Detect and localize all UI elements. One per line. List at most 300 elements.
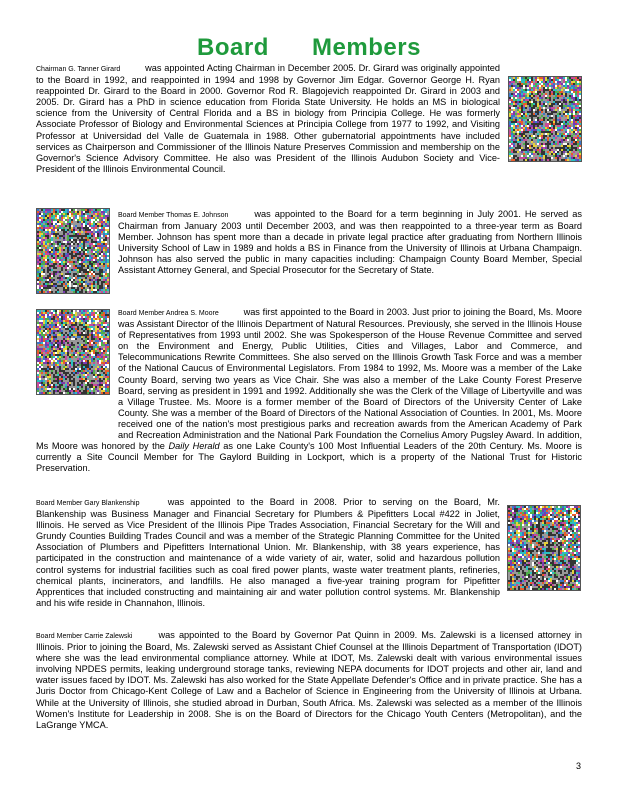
photo-pixel <box>541 119 543 121</box>
photo-pixel <box>565 103 567 105</box>
photo-pixel <box>579 93 581 95</box>
photo-pixel <box>93 237 95 239</box>
photo-pixel <box>55 265 57 267</box>
photo-pixel <box>81 263 83 265</box>
photo-pixel <box>61 223 63 225</box>
photo-pixel <box>63 239 65 241</box>
photo-pixel <box>557 115 559 117</box>
photo-pixel <box>99 239 101 241</box>
photo-pixel <box>83 257 85 259</box>
photo-pixel <box>77 227 79 229</box>
photo-pixel <box>523 91 525 93</box>
photo-pixel <box>561 149 563 151</box>
photo-pixel <box>57 273 59 275</box>
photo-pixel <box>71 231 73 233</box>
photo-pixel <box>533 89 535 91</box>
photo-pixel <box>525 113 527 115</box>
photo-pixel <box>103 243 105 245</box>
photo-pixel <box>535 123 537 125</box>
photo-pixel <box>527 85 529 87</box>
photo-pixel <box>65 221 67 223</box>
photo-pixel <box>545 113 547 115</box>
photo-pixel <box>59 289 61 291</box>
photo-pixel <box>537 117 539 119</box>
photo-pixel <box>527 131 529 133</box>
photo-pixel <box>535 93 537 95</box>
photo-pixel <box>55 269 57 271</box>
photo-pixel <box>561 115 563 117</box>
photo-pixel <box>559 105 561 107</box>
photo-pixel <box>45 261 47 263</box>
photo-pixel <box>73 253 75 255</box>
photo-pixel <box>509 151 511 153</box>
photo-pixel <box>555 105 557 107</box>
photo-pixel <box>565 83 567 85</box>
photo-pixel <box>567 107 569 109</box>
photo-pixel <box>549 137 551 139</box>
photo-pixel <box>75 265 77 267</box>
photo-pixel <box>553 111 555 113</box>
photo-pixel <box>515 145 517 147</box>
photo-pixel <box>81 227 83 229</box>
photo-pixel <box>553 81 555 83</box>
photo-pixel <box>529 91 531 93</box>
photo-pixel <box>45 251 47 253</box>
photo-pixel <box>529 93 531 95</box>
photo-pixel <box>81 291 83 293</box>
photo-pixel <box>65 223 67 225</box>
photo-pixel <box>577 109 579 111</box>
photo-pixel <box>97 231 99 233</box>
photo-pixel <box>519 111 521 113</box>
photo-pixel <box>99 257 101 259</box>
photo-pixel <box>105 233 107 235</box>
photo-pixel <box>65 289 67 291</box>
photo-pixel <box>519 145 521 147</box>
photo-pixel <box>93 215 95 217</box>
photo-pixel <box>531 135 533 137</box>
photo-pixel <box>59 253 61 255</box>
photo-pixel <box>49 267 51 269</box>
photo-pixel <box>543 77 545 79</box>
photo-pixel <box>47 241 49 243</box>
photo-pixel <box>541 129 543 131</box>
photo-pixel <box>79 231 81 233</box>
photo-pixel <box>91 227 93 229</box>
photo-pixel <box>575 149 577 151</box>
photo-pixel <box>551 119 553 121</box>
photo-pixel <box>571 149 573 151</box>
photo-pixel <box>83 243 85 245</box>
photo-pixel <box>59 213 61 215</box>
photo-pixel <box>81 211 83 213</box>
photo-pixel <box>511 127 513 129</box>
photo-pixel <box>41 257 43 259</box>
photo-pixel <box>65 241 67 243</box>
photo-pixel <box>555 139 557 141</box>
photo-pixel <box>73 217 75 219</box>
photo-pixel <box>567 85 569 87</box>
photo-pixel <box>531 107 533 109</box>
photo-pixel <box>85 289 87 291</box>
photo-pixel <box>51 289 53 291</box>
photo-pixel <box>573 141 575 143</box>
photo-pixel <box>55 243 57 245</box>
photo-pixel <box>41 265 43 267</box>
photo-pixel <box>531 157 533 159</box>
photo-pixel <box>531 147 533 149</box>
photo-pixel <box>527 109 529 111</box>
photo-pixel <box>79 273 81 275</box>
photo-pixel <box>547 79 549 81</box>
photo-pixel <box>533 133 535 135</box>
photo-pixel <box>95 267 97 269</box>
photo-pixel <box>95 229 97 231</box>
photo-pixel <box>525 97 527 99</box>
photo-pixel <box>517 79 519 81</box>
photo-pixel <box>57 283 59 285</box>
photo-pixel <box>61 287 63 289</box>
photo-pixel <box>105 261 107 263</box>
photo-pixel <box>533 109 535 111</box>
photo-pixel <box>51 251 53 253</box>
photo-pixel <box>565 95 567 97</box>
photo-pixel <box>79 215 81 217</box>
photo-pixel <box>51 257 53 259</box>
photo-pixel <box>43 281 45 283</box>
photo-pixel <box>51 277 53 279</box>
photo-pixel <box>509 137 511 139</box>
photo-pixel <box>81 287 83 289</box>
photo-pixel <box>535 85 537 87</box>
photo-pixel <box>573 85 575 87</box>
photo-pixel <box>517 149 519 151</box>
photo-pixel <box>95 219 97 221</box>
photo-pixel <box>107 215 109 217</box>
member-name: Chairman G. Tanner Girard <box>36 66 121 73</box>
photo-pixel <box>49 289 51 291</box>
photo-pixel <box>85 229 87 231</box>
photo-pixel <box>533 97 535 99</box>
photo-pixel <box>577 119 579 121</box>
photo-pixel <box>517 159 519 161</box>
photo-pixel <box>523 123 525 125</box>
photo-pixel <box>51 243 53 245</box>
photo-pixel <box>553 151 555 153</box>
photo-pixel <box>559 81 561 83</box>
photo-pixel <box>541 95 543 97</box>
photo-pixel <box>541 85 543 87</box>
photo-pixel <box>53 217 55 219</box>
photo-pixel <box>101 241 103 243</box>
photo-pixel <box>59 275 61 277</box>
photo-pixel <box>549 155 551 157</box>
photo-pixel <box>547 83 549 85</box>
photo-pixel <box>45 213 47 215</box>
photo-pixel <box>71 277 73 279</box>
photo-pixel <box>39 269 41 271</box>
photo-pixel <box>89 229 91 231</box>
photo-pixel <box>71 223 73 225</box>
photo-pixel <box>49 237 51 239</box>
photo-pixel <box>95 283 97 285</box>
photo-pixel <box>63 211 65 213</box>
photo-pixel <box>39 277 41 279</box>
photo-pixel <box>551 117 553 119</box>
photo-pixel <box>43 241 45 243</box>
photo-pixel <box>45 289 47 291</box>
photo-pixel <box>85 213 87 215</box>
photo-pixel <box>563 103 565 105</box>
photo-pixel <box>69 287 71 289</box>
photo-pixel <box>533 141 535 143</box>
photo-pixel <box>89 279 91 281</box>
photo-pixel <box>545 119 547 121</box>
photo-pixel <box>557 159 559 161</box>
photo-pixel <box>575 153 577 155</box>
photo-pixel <box>555 137 557 139</box>
photo-pixel <box>91 217 93 219</box>
photo-pixel <box>549 157 551 159</box>
photo-pixel <box>519 99 521 101</box>
photo-pixel <box>565 91 567 93</box>
photo-pixel <box>547 127 549 129</box>
photo-pixel <box>67 215 69 217</box>
photo-pixel <box>511 91 513 93</box>
photo-pixel <box>41 269 43 271</box>
photo-pixel <box>67 247 69 249</box>
photo-pixel <box>531 121 533 123</box>
photo-pixel <box>579 87 581 89</box>
photo-pixel <box>523 85 525 87</box>
photo-pixel <box>103 229 105 231</box>
photo-pixel <box>63 261 65 263</box>
photo-pixel <box>571 151 573 153</box>
photo-pixel <box>575 151 577 153</box>
photo-pixel <box>103 239 105 241</box>
photo-pixel <box>97 239 99 241</box>
photo-pixel <box>571 147 573 149</box>
photo-pixel <box>539 117 541 119</box>
photo-pixel <box>563 79 565 81</box>
photo-pixel <box>565 89 567 91</box>
photo-pixel <box>77 231 79 233</box>
photo-pixel <box>47 279 49 281</box>
photo-pixel <box>57 245 59 247</box>
photo-pixel <box>545 127 547 129</box>
photo-pixel <box>511 77 513 79</box>
photo-pixel <box>97 285 99 287</box>
photo-pixel <box>547 121 549 123</box>
photo-pixel <box>85 241 87 243</box>
photo-pixel <box>519 133 521 135</box>
photo-pixel <box>571 85 573 87</box>
photo-pixel <box>543 137 545 139</box>
photo-pixel <box>569 123 571 125</box>
photo-pixel <box>509 105 511 107</box>
photo-pixel <box>73 263 75 265</box>
photo-pixel <box>561 87 563 89</box>
photo-pixel <box>61 233 63 235</box>
photo-pixel <box>51 241 53 243</box>
photo-pixel <box>59 277 61 279</box>
photo-pixel <box>575 109 577 111</box>
photo-pixel <box>543 109 545 111</box>
photo-pixel <box>101 225 103 227</box>
photo-pixel <box>525 103 527 105</box>
photo-pixel <box>57 213 59 215</box>
photo-pixel <box>39 215 41 217</box>
photo-pixel <box>57 211 59 213</box>
photo-pixel <box>83 217 85 219</box>
photo-pixel <box>535 101 537 103</box>
photo-pixel <box>523 79 525 81</box>
photo-pixel <box>545 125 547 127</box>
photo-pixel <box>75 291 77 293</box>
photo-pixel <box>107 257 109 259</box>
photo-pixel <box>59 233 61 235</box>
photo-pixel <box>573 117 575 119</box>
photo-pixel <box>69 259 71 261</box>
photo-pixel <box>39 291 41 293</box>
photo-pixel <box>557 91 559 93</box>
photo-pixel <box>537 141 539 143</box>
photo-pixel <box>519 103 521 105</box>
photo-pixel <box>49 219 51 221</box>
photo-pixel <box>103 259 105 261</box>
photo-pixel <box>533 85 535 87</box>
photo-pixel <box>577 107 579 109</box>
photo-pixel <box>529 127 531 129</box>
photo-pixel <box>95 253 97 255</box>
photo-pixel <box>69 281 71 283</box>
photo-pixel <box>533 91 535 93</box>
photo-pixel <box>79 213 81 215</box>
photo-pixel <box>535 111 537 113</box>
photo-pixel <box>563 111 565 113</box>
photo-pixel <box>77 289 79 291</box>
photo-pixel <box>521 89 523 91</box>
photo-pixel <box>107 209 109 211</box>
photo-pixel <box>565 133 567 135</box>
photo-pixel <box>561 129 563 131</box>
photo-pixel <box>557 77 559 79</box>
photo-pixel <box>509 127 511 129</box>
photo-pixel <box>555 113 557 115</box>
photo-pixel <box>559 77 561 79</box>
photo-pixel <box>63 221 65 223</box>
photo-pixel <box>45 227 47 229</box>
photo-pixel <box>103 233 105 235</box>
photo-pixel <box>105 257 107 259</box>
photo-pixel <box>79 269 81 271</box>
photo-pixel <box>575 111 577 113</box>
photo-pixel <box>99 233 101 235</box>
photo-pixel <box>551 133 553 135</box>
photo-pixel <box>519 159 521 161</box>
photo-pixel <box>557 83 559 85</box>
photo-pixel <box>61 215 63 217</box>
photo-pixel <box>521 117 523 119</box>
photo-pixel <box>535 79 537 81</box>
photo-pixel <box>571 137 573 139</box>
photo-pixel <box>77 281 79 283</box>
photo-pixel <box>523 153 525 155</box>
photo-pixel <box>57 233 59 235</box>
photo-pixel <box>515 115 517 117</box>
photo-pixel <box>551 89 553 91</box>
photo-pixel <box>515 123 517 125</box>
photo-pixel <box>57 241 59 243</box>
photo-pixel <box>579 123 581 125</box>
photo-pixel <box>65 265 67 267</box>
photo-pixel <box>87 225 89 227</box>
photo-pixel <box>549 111 551 113</box>
photo-pixel <box>527 123 529 125</box>
photo-pixel <box>55 255 57 257</box>
photo-pixel <box>105 209 107 211</box>
photo-pixel <box>515 137 517 139</box>
photo-pixel <box>513 137 515 139</box>
photo-pixel <box>71 243 73 245</box>
photo-pixel <box>47 211 49 213</box>
photo-pixel <box>527 129 529 131</box>
photo-pixel <box>575 81 577 83</box>
photo-pixel <box>521 99 523 101</box>
photo-pixel <box>57 259 59 261</box>
photo-pixel <box>63 213 65 215</box>
photo-pixel <box>39 235 41 237</box>
photo-pixel <box>527 111 529 113</box>
photo-pixel <box>537 83 539 85</box>
photo-pixel <box>531 143 533 145</box>
photo-pixel <box>525 135 527 137</box>
photo-pixel <box>569 107 571 109</box>
photo-pixel <box>75 217 77 219</box>
photo-pixel <box>39 261 41 263</box>
photo-pixel <box>91 289 93 291</box>
photo-pixel <box>49 211 51 213</box>
photo-pixel <box>545 103 547 105</box>
photo-pixel <box>95 263 97 265</box>
photo-pixel <box>549 151 551 153</box>
photo-pixel <box>547 157 549 159</box>
photo-pixel <box>543 85 545 87</box>
photo-pixel <box>531 139 533 141</box>
photo-pixel <box>45 285 47 287</box>
photo-pixel <box>39 223 41 225</box>
photo-pixel <box>543 147 545 149</box>
photo-pixel <box>545 149 547 151</box>
photo-pixel <box>551 121 553 123</box>
photo-pixel <box>65 267 67 269</box>
photo-pixel <box>561 127 563 129</box>
photo-pixel <box>537 87 539 89</box>
photo-pixel <box>529 97 531 99</box>
photo-pixel <box>511 87 513 89</box>
photo-pixel <box>37 211 39 213</box>
photo-pixel <box>551 143 553 145</box>
photo-pixel <box>71 275 73 277</box>
photo-pixel <box>555 101 557 103</box>
photo-pixel <box>545 115 547 117</box>
photo-pixel <box>85 221 87 223</box>
photo-pixel <box>103 263 105 265</box>
photo-pixel <box>97 279 99 281</box>
photo-pixel <box>93 283 95 285</box>
photo-pixel <box>67 271 69 273</box>
photo-pixel <box>79 235 81 237</box>
